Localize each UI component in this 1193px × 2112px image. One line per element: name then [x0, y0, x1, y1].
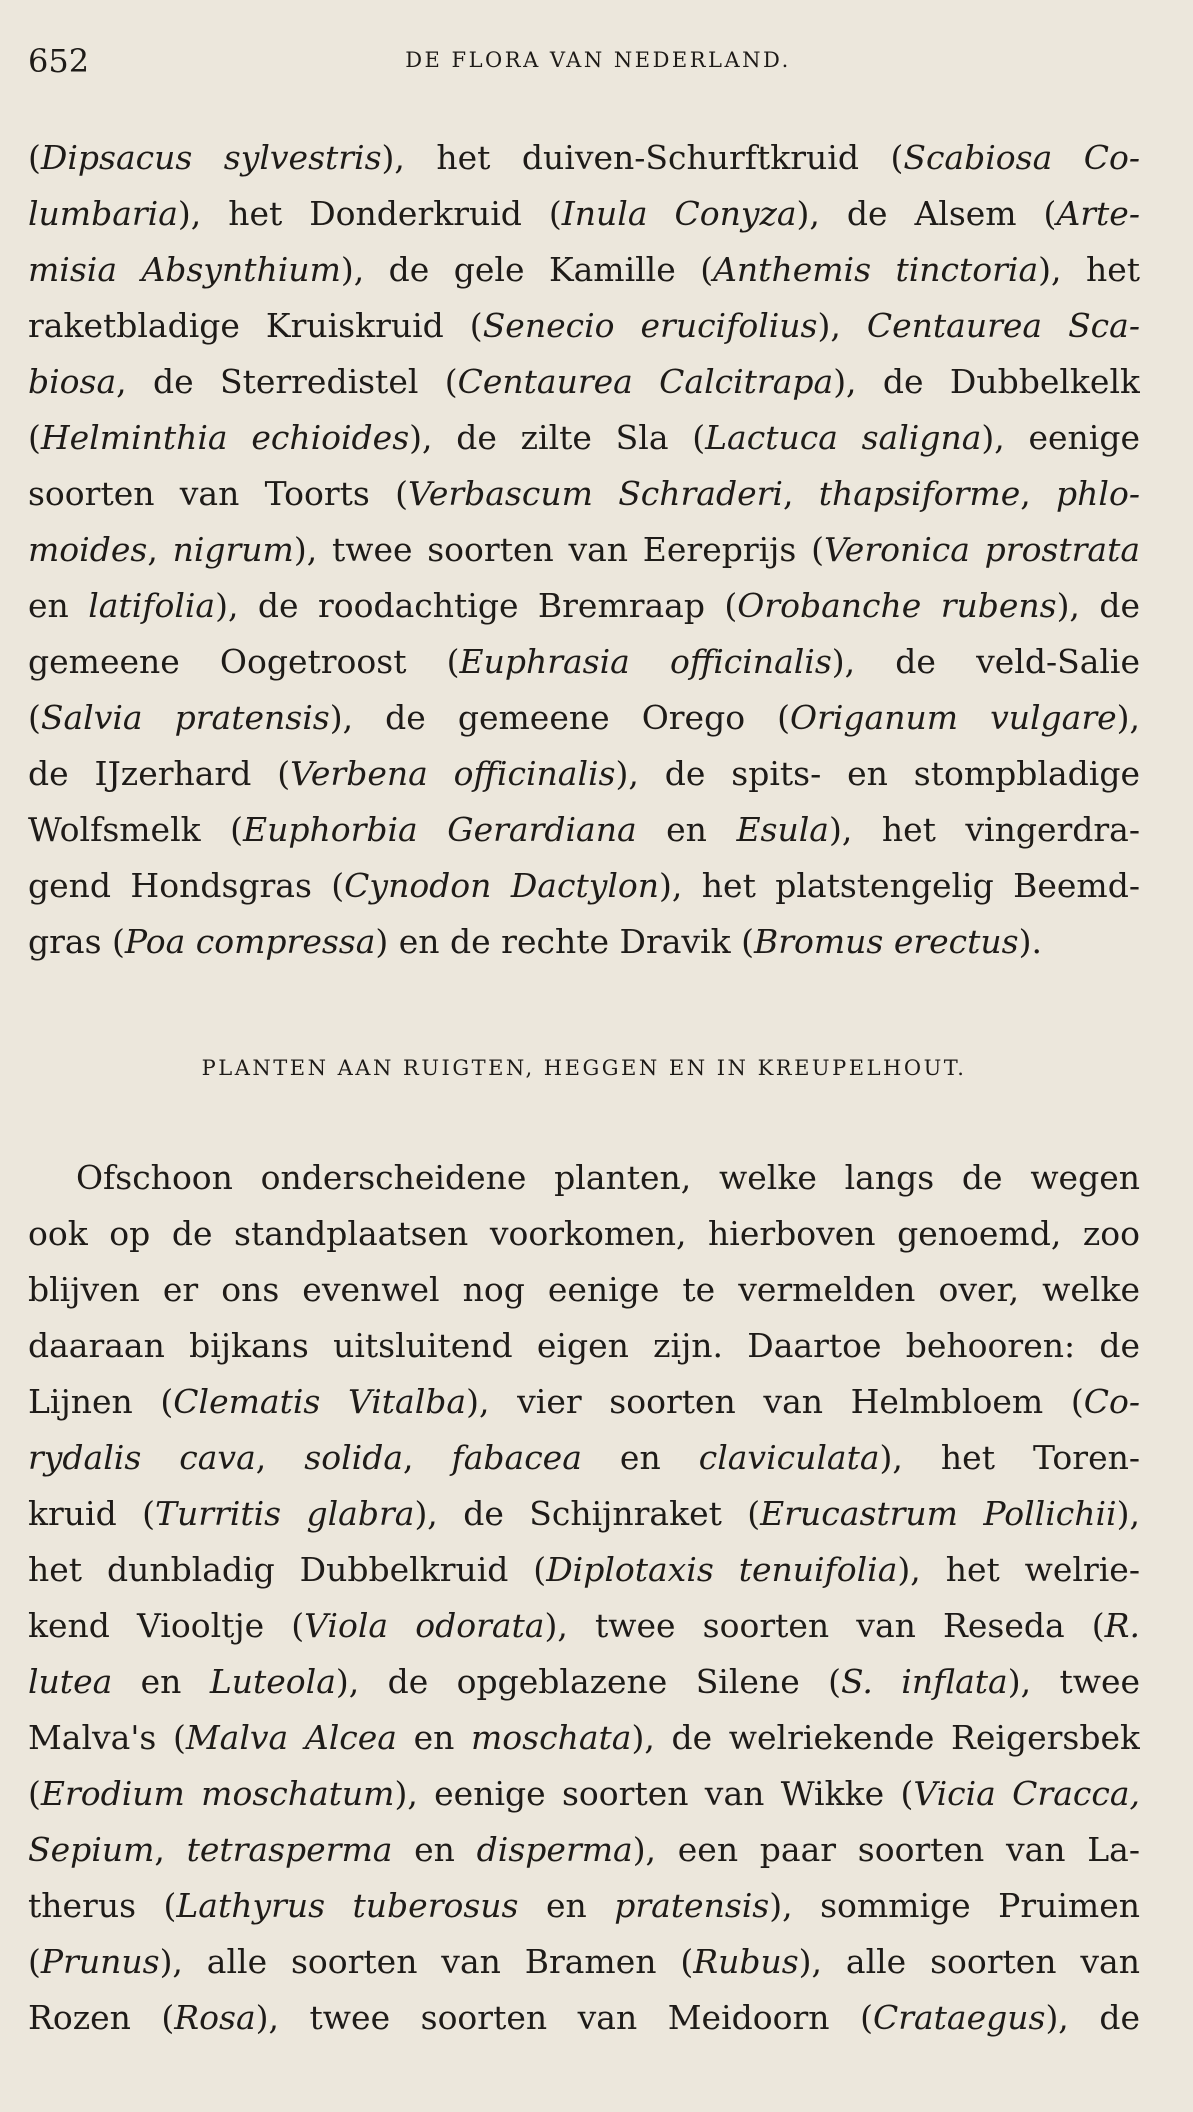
text-line: (Prunus), alle soorten van Bramen (Rubus), alle soorten van	[28, 1942, 1140, 1981]
text-line: gemeene Oogetroost (Euphrasia officinalis), de veld-Salie	[28, 642, 1140, 681]
text-line: kruid (Turritis glabra), de Schijnraket (Erucastrum Pollichii),	[28, 1494, 1140, 1533]
text-line: Malva's (Malva Alcea en moschata), de welriekende Reigersbek	[28, 1718, 1140, 1757]
text-line: daaraan bijkans uitsluitend eigen zijn. Daartoe behooren: de	[28, 1326, 1140, 1365]
text-line: gend Hondsgras (Cynodon Dactylon), het platstengelig Beemd-	[28, 866, 1140, 905]
page-number: 652	[28, 42, 90, 80]
text-line: blijven er ons evenwel nog eenige te vermelden over, welke	[28, 1270, 1140, 1309]
text-line: Rozen (Rosa), twee soorten van Meidoorn (Crataegus), de	[28, 1998, 1140, 2037]
text-line: lumbaria), het Donderkruid (Inula Conyza), de Alsem (Arte-	[28, 194, 1140, 233]
page-header	[28, 42, 1168, 88]
text-line: lutea en Luteola), de opgeblazene Silene (S. inflata), twee	[28, 1662, 1140, 1701]
text-line: Sepium, tetrasperma en disperma), een paar soorten van La-	[28, 1830, 1140, 1869]
text-line: en latifolia), de roodachtige Bremraap (Orobanche rubens), de	[28, 586, 1140, 625]
text-line: (Salvia pratensis), de gemeene Orego (Origanum vulgare),	[28, 698, 1140, 737]
text-line: soorten van Toorts (Verbascum Schraderi, thapsiforme, phlo-	[28, 474, 1140, 513]
running-title: DE FLORA VAN NEDERLAND.	[405, 48, 791, 72]
text-line: moides, nigrum), twee soorten van Eereprijs (Veronica prostrata	[28, 530, 1140, 569]
text-line: kend Viooltje (Viola odorata), twee soorten van Reseda (R.	[28, 1606, 1140, 1645]
paragraph-2	[28, 1150, 1140, 2046]
paragraph-1	[28, 130, 1140, 970]
text-line: gras (Poa compressa) en de rechte Dravik (Bromus erectus).	[28, 922, 1042, 961]
text-line: ook op de standplaatsen voorkomen, hierboven genoemd, zoo	[28, 1214, 1140, 1253]
text-line: raketbladige Kruiskruid (Senecio erucifolius), Centaurea Sca-	[28, 306, 1140, 345]
text-line: biosa, de Sterredistel (Centaurea Calcitrapa), de Dubbelkelk	[28, 362, 1140, 401]
text-line: rydalis cava, solida, fabacea en claviculata), het Toren-	[28, 1438, 1140, 1477]
text-line: (Dipsacus sylvestris), het duiven-Schurftkruid (Scabiosa Co-	[28, 138, 1140, 177]
text-line: Ofschoon onderscheidene planten, welke langs de wegen	[76, 1158, 1140, 1197]
text-line: (Erodium moschatum), eenige soorten van Wikke (Vicia Cracca,	[28, 1774, 1140, 1813]
text-line: de IJzerhard (Verbena officinalis), de spits- en stompbladige	[28, 754, 1140, 793]
text-line: Wolfsmelk (Euphorbia Gerardiana en Esula), het vingerdra-	[28, 810, 1140, 849]
text-line: (Helminthia echioides), de zilte Sla (Lactuca saligna), eenige	[28, 418, 1140, 457]
text-line: het dunbladig Dubbelkruid (Diplotaxis tenuifolia), het welrie-	[28, 1550, 1140, 1589]
section-heading: PLANTEN AAN RUIGTEN, HEGGEN EN IN KREUPELHOUT.	[201, 1056, 967, 1080]
text-line: therus (Lathyrus tuberosus en pratensis), sommige Pruimen	[28, 1886, 1140, 1925]
text-line: misia Absynthium), de gele Kamille (Anthemis tinctoria), het	[28, 250, 1140, 289]
text-line: Lijnen (Clematis Vitalba), vier soorten van Helmbloem (Co-	[28, 1382, 1140, 1421]
